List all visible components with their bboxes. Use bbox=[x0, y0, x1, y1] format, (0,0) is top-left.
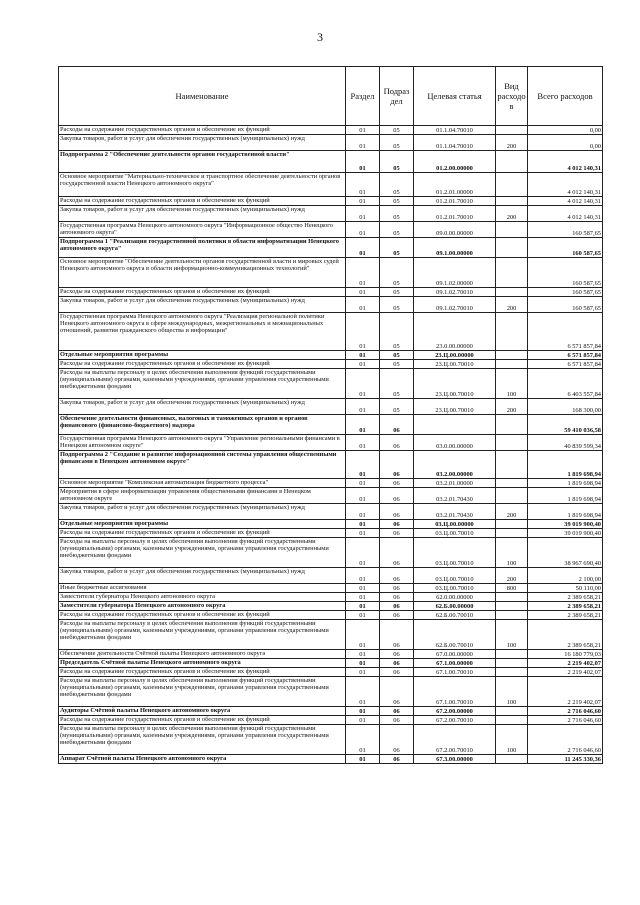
table-row bbox=[59, 538, 603, 568]
table-row bbox=[59, 238, 603, 258]
cell-razdel: 01 bbox=[346, 584, 380, 593]
table-row bbox=[59, 529, 603, 538]
cell-celevaya: 23.Ц.00.70010 bbox=[414, 399, 496, 415]
cell-podrazdel: 06 bbox=[380, 620, 414, 650]
cell-vsego: 4 012 140,31 bbox=[528, 151, 603, 173]
cell-celevaya: 03.2.00.00000 bbox=[414, 451, 496, 479]
cell-podrazdel: 06 bbox=[380, 593, 414, 602]
cell-name: Государственная программа Ненецкого автономного округа "Информационное общество Ненецкого автономного округа" bbox=[59, 222, 346, 238]
cell-podrazdel: 05 bbox=[380, 360, 414, 369]
table-row bbox=[59, 258, 603, 288]
cell-podrazdel: 06 bbox=[380, 677, 414, 707]
cell-vid bbox=[496, 602, 528, 611]
cell-razdel: 01 bbox=[346, 479, 380, 488]
cell-vsego: 1 819 698,94 bbox=[528, 504, 603, 520]
cell-vsego: 2 389 658,21 bbox=[528, 593, 603, 602]
cell-razdel: 01 bbox=[346, 716, 380, 725]
cell-vid bbox=[496, 313, 528, 351]
cell-vsego: 4 012 140,31 bbox=[528, 173, 603, 197]
cell-vid bbox=[496, 659, 528, 668]
cell-vsego: 2 219 402,07 bbox=[528, 659, 603, 668]
table-row bbox=[59, 620, 603, 650]
cell-vsego: 4 012 140,31 bbox=[528, 206, 603, 222]
table-row bbox=[59, 568, 603, 584]
cell-celevaya: 03.2.01.70430 bbox=[414, 488, 496, 504]
cell-podrazdel: 06 bbox=[380, 716, 414, 725]
cell-vsego: 50 110,00 bbox=[528, 584, 603, 593]
cell-name: Расходы на содержание государственных органов и обеспечение их функций bbox=[59, 716, 346, 725]
cell-podrazdel: 06 bbox=[380, 725, 414, 755]
cell-vsego: 6 571 857,84 bbox=[528, 351, 603, 360]
cell-name: Расходы на содержание государственных органов и обеспечение их функций bbox=[59, 126, 346, 135]
cell-vid bbox=[496, 529, 528, 538]
cell-vid bbox=[496, 611, 528, 620]
cell-celevaya: 23.Ц.00.00000 bbox=[414, 351, 496, 360]
header-name: Наименование bbox=[59, 67, 346, 126]
cell-vsego: 2 389 658,21 bbox=[528, 602, 603, 611]
table-row bbox=[59, 126, 603, 135]
cell-name: Закупка товаров, работ и услуг для обеспечения государственных (муниципальных) нужд bbox=[59, 568, 346, 584]
cell-name: Расходы на выплаты персоналу в целях обеспечения выполнения функций государственными (муниципальными) органами, казенными учреждениями, органами управления государственными внебюджетными фондами bbox=[59, 620, 346, 650]
cell-name: Подпрограмма 1 "Реализация государственной политики в области информатизации Ненецкого автономного округа" bbox=[59, 238, 346, 258]
cell-podrazdel: 05 bbox=[380, 258, 414, 288]
cell-podrazdel: 06 bbox=[380, 520, 414, 529]
cell-razdel: 01 bbox=[346, 151, 380, 173]
cell-podrazdel: 05 bbox=[380, 173, 414, 197]
cell-podrazdel: 05 bbox=[380, 135, 414, 151]
table-row bbox=[59, 288, 603, 297]
cell-name: Иные бюджетные ассигнования bbox=[59, 584, 346, 593]
cell-podrazdel: 05 bbox=[380, 151, 414, 173]
cell-razdel: 01 bbox=[346, 725, 380, 755]
cell-celevaya: 03.Ц.00.70010 bbox=[414, 568, 496, 584]
cell-podrazdel: 06 bbox=[380, 451, 414, 479]
cell-vsego: 2 389 658,21 bbox=[528, 611, 603, 620]
table-row bbox=[59, 725, 603, 755]
cell-celevaya: 62.0.00.00000 bbox=[414, 593, 496, 602]
cell-celevaya: 67.0.00.00000 bbox=[414, 650, 496, 659]
cell-vid: 200 bbox=[496, 399, 528, 415]
cell-podrazdel: 06 bbox=[380, 659, 414, 668]
table-row bbox=[59, 399, 603, 415]
cell-vid bbox=[496, 451, 528, 479]
table-body bbox=[59, 126, 603, 764]
cell-celevaya: 03.Ц.00.70010 bbox=[414, 538, 496, 568]
cell-celevaya: 62.Б.00.70010 bbox=[414, 611, 496, 620]
header-razdel: Раздел bbox=[346, 67, 380, 126]
cell-vsego: 2 219 402,07 bbox=[528, 677, 603, 707]
cell-vsego: 160 587,65 bbox=[528, 238, 603, 258]
cell-celevaya: 23.Ц.00.70010 bbox=[414, 360, 496, 369]
cell-podrazdel: 06 bbox=[380, 668, 414, 677]
cell-vid bbox=[496, 173, 528, 197]
cell-name: Аппарат Счётной палаты Ненецкого автономного округа bbox=[59, 755, 346, 764]
cell-vsego: 40 839 599,34 bbox=[528, 435, 603, 451]
cell-podrazdel: 05 bbox=[380, 126, 414, 135]
cell-name: Председатель Счётной палаты Ненецкого автономного округа bbox=[59, 659, 346, 668]
table-row bbox=[59, 716, 603, 725]
table-row bbox=[59, 369, 603, 399]
cell-celevaya: 67.2.00.70010 bbox=[414, 725, 496, 755]
header-vsego: Всего расходов bbox=[528, 67, 603, 126]
cell-name: Аудиторы Счётной палаты Ненецкого автономного округа bbox=[59, 707, 346, 716]
cell-razdel: 01 bbox=[346, 568, 380, 584]
cell-razdel: 01 bbox=[346, 707, 380, 716]
cell-vid bbox=[496, 668, 528, 677]
cell-celevaya: 01.2.01.00000 bbox=[414, 173, 496, 197]
cell-podrazdel: 06 bbox=[380, 650, 414, 659]
cell-vsego: 39 019 900,40 bbox=[528, 529, 603, 538]
cell-vid bbox=[496, 488, 528, 504]
cell-vsego: 2 716 046,60 bbox=[528, 707, 603, 716]
cell-podrazdel: 05 bbox=[380, 369, 414, 399]
cell-podrazdel: 06 bbox=[380, 611, 414, 620]
cell-vsego: 6 571 857,84 bbox=[528, 360, 603, 369]
cell-name: Расходы на содержание государственных органов и обеспечение их функций bbox=[59, 197, 346, 206]
page-number: 3 bbox=[317, 30, 323, 44]
cell-podrazdel: 05 bbox=[380, 288, 414, 297]
table-row bbox=[59, 222, 603, 238]
cell-razdel: 01 bbox=[346, 520, 380, 529]
cell-name: Закупка товаров, работ и услуг для обеспечения государственных (муниципальных) нужд bbox=[59, 297, 346, 313]
cell-razdel: 01 bbox=[346, 173, 380, 197]
cell-razdel: 01 bbox=[346, 415, 380, 435]
cell-vid bbox=[496, 593, 528, 602]
cell-vsego: 2 219 402,07 bbox=[528, 668, 603, 677]
cell-vid: 100 bbox=[496, 538, 528, 568]
table-row bbox=[59, 360, 603, 369]
cell-celevaya bbox=[414, 415, 496, 435]
cell-name: Расходы на содержание государственных органов и обеспечение их функций bbox=[59, 360, 346, 369]
cell-name: Отдельные мероприятия программы bbox=[59, 520, 346, 529]
cell-podrazdel: 05 bbox=[380, 313, 414, 351]
cell-celevaya: 03.Ц.00.70010 bbox=[414, 529, 496, 538]
cell-vid bbox=[496, 360, 528, 369]
cell-vid: 200 bbox=[496, 135, 528, 151]
cell-razdel: 01 bbox=[346, 399, 380, 415]
cell-vsego: 2 716 046,60 bbox=[528, 725, 603, 755]
cell-razdel: 01 bbox=[346, 538, 380, 568]
cell-razdel: 01 bbox=[346, 504, 380, 520]
cell-name: Основное мероприятие "Материально-техническое и транспортное обеспечение деятельности органов государственной власти Ненецкого автономного округа" bbox=[59, 173, 346, 197]
cell-name: Государственная программа Ненецкого автономного округа "Управление региональными финансами в Ненецком автономном округе" bbox=[59, 435, 346, 451]
cell-vsego: 4 012 140,31 bbox=[528, 197, 603, 206]
cell-podrazdel: 05 bbox=[380, 297, 414, 313]
cell-razdel: 01 bbox=[346, 620, 380, 650]
cell-vid: 100 bbox=[496, 677, 528, 707]
cell-podrazdel: 06 bbox=[380, 435, 414, 451]
cell-celevaya: 09.1.02.70010 bbox=[414, 297, 496, 313]
cell-name: Расходы на выплаты персоналу в целях обеспечения выполнения функций государственными (муниципальными) органами, казенными учреждениями, органами управления государственными внебюджетными фондами bbox=[59, 677, 346, 707]
cell-vsego: 39 019 900,40 bbox=[528, 520, 603, 529]
cell-razdel: 01 bbox=[346, 668, 380, 677]
header-podrazdel: Подраз дел bbox=[380, 67, 414, 126]
table-row bbox=[59, 650, 603, 659]
cell-celevaya: 01.1.04.70010 bbox=[414, 135, 496, 151]
cell-podrazdel: 06 bbox=[380, 504, 414, 520]
cell-razdel: 01 bbox=[346, 593, 380, 602]
table-row bbox=[59, 415, 603, 435]
cell-vsego: 16 180 779,03 bbox=[528, 650, 603, 659]
cell-podrazdel: 05 bbox=[380, 206, 414, 222]
cell-podrazdel: 05 bbox=[380, 238, 414, 258]
table-row bbox=[59, 520, 603, 529]
table-row bbox=[59, 611, 603, 620]
table-row bbox=[59, 755, 603, 764]
cell-name: Расходы на содержание государственных органов и обеспечение их функций bbox=[59, 288, 346, 297]
cell-podrazdel: 05 bbox=[380, 351, 414, 360]
cell-celevaya: 03.2.01.70430 bbox=[414, 504, 496, 520]
table-row bbox=[59, 479, 603, 488]
header-vid: Вид расходо в bbox=[496, 67, 528, 126]
cell-podrazdel: 06 bbox=[380, 529, 414, 538]
cell-vid bbox=[496, 716, 528, 725]
cell-celevaya: 09.0.00.00000 bbox=[414, 222, 496, 238]
cell-name: Расходы на выплаты персоналу в целях обеспечения выполнения функций государственными (муниципальными) органами, казенными учреждениями, органами управления государственными внебюджетными фондами bbox=[59, 369, 346, 399]
table-row bbox=[59, 435, 603, 451]
cell-vid bbox=[496, 415, 528, 435]
cell-razdel: 01 bbox=[346, 611, 380, 620]
table-row bbox=[59, 504, 603, 520]
table-row bbox=[59, 135, 603, 151]
cell-name: Заместители губернатора Ненецкого автономного округа bbox=[59, 593, 346, 602]
budget-table bbox=[58, 66, 603, 764]
cell-vsego: 2 716 046,60 bbox=[528, 716, 603, 725]
cell-vsego: 1 819 698,94 bbox=[528, 451, 603, 479]
table-row bbox=[59, 206, 603, 222]
cell-razdel: 01 bbox=[346, 755, 380, 764]
cell-vsego: 38 967 690,40 bbox=[528, 538, 603, 568]
cell-name: Закупка товаров, работ и услуг для обеспечения государственных (муниципальных) нужд bbox=[59, 504, 346, 520]
table-row bbox=[59, 197, 603, 206]
cell-celevaya: 62.Б.00.70010 bbox=[414, 620, 496, 650]
cell-vid: 800 bbox=[496, 584, 528, 593]
table-row bbox=[59, 297, 603, 313]
cell-vid bbox=[496, 520, 528, 529]
cell-razdel: 01 bbox=[346, 206, 380, 222]
cell-name: Обеспечение деятельности финансовых, налоговых и таможенных органов и органов финансового (финансово-бюджетного) надзора bbox=[59, 415, 346, 435]
cell-razdel: 01 bbox=[346, 369, 380, 399]
cell-vsego: 1 819 698,94 bbox=[528, 488, 603, 504]
cell-razdel: 01 bbox=[346, 659, 380, 668]
cell-name: Расходы на содержание государственных органов и обеспечение их функций bbox=[59, 529, 346, 538]
cell-razdel: 01 bbox=[346, 238, 380, 258]
cell-vid: 100 bbox=[496, 369, 528, 399]
cell-vsego: 59 410 036,58 bbox=[528, 415, 603, 435]
cell-celevaya: 62.Б.00.00000 bbox=[414, 602, 496, 611]
cell-podrazdel: 06 bbox=[380, 755, 414, 764]
table-row bbox=[59, 151, 603, 173]
cell-razdel: 01 bbox=[346, 351, 380, 360]
cell-vid: 200 bbox=[496, 206, 528, 222]
cell-celevaya: 09.1.00.00000 bbox=[414, 238, 496, 258]
cell-razdel: 01 bbox=[346, 135, 380, 151]
cell-celevaya: 09.1.02.00000 bbox=[414, 258, 496, 288]
cell-vsego: 168 300,00 bbox=[528, 399, 603, 415]
cell-vid bbox=[496, 755, 528, 764]
cell-celevaya: 01.2.01.70010 bbox=[414, 197, 496, 206]
cell-razdel: 01 bbox=[346, 258, 380, 288]
cell-name: Расходы на содержание государственных органов и обеспечение их функций bbox=[59, 611, 346, 620]
cell-name: Государственная программа Ненецкого автономного округа "Реализация региональной политики Ненецкого автономного округа в сфере международных, межрегиональных и межнациональных отношений, развития гражданского общества и информации" bbox=[59, 313, 346, 351]
cell-vid bbox=[496, 707, 528, 716]
cell-vsego: 160 587,65 bbox=[528, 222, 603, 238]
cell-celevaya: 67.2.00.00000 bbox=[414, 707, 496, 716]
cell-vid bbox=[496, 126, 528, 135]
cell-vsego: 0,00 bbox=[528, 135, 603, 151]
cell-celevaya: 03.Ц.00.00000 bbox=[414, 520, 496, 529]
cell-vid bbox=[496, 258, 528, 288]
cell-celevaya: 67.1.00.70010 bbox=[414, 668, 496, 677]
cell-vsego: 2 389 658,21 bbox=[528, 620, 603, 650]
cell-vid: 100 bbox=[496, 725, 528, 755]
cell-podrazdel: 06 bbox=[380, 568, 414, 584]
header-celevaya: Целевая статья bbox=[414, 67, 496, 126]
cell-celevaya: 67.1.00.70010 bbox=[414, 677, 496, 707]
cell-name: Закупка товаров, работ и услуг для обеспечения государственных (муниципальных) нужд bbox=[59, 399, 346, 415]
cell-celevaya: 01.1.04.70010 bbox=[414, 126, 496, 135]
cell-name: Расходы на выплаты персоналу в целях обеспечения выполнения функций государственными (муниципальными) органами, казенными учреждениями, органами управления государственными внебюджетными фондами bbox=[59, 725, 346, 755]
budget-table-container bbox=[58, 66, 602, 764]
cell-celevaya: 01.2.01.70010 bbox=[414, 206, 496, 222]
cell-vid bbox=[496, 197, 528, 206]
cell-name: Основное мероприятие "Обеспечение деятельности органов государственной власти и мировых судей Ненецкого автономного округа в области информационно-коммуникационных технологий" bbox=[59, 258, 346, 288]
cell-razdel: 01 bbox=[346, 360, 380, 369]
cell-vid bbox=[496, 479, 528, 488]
cell-name: Закупка товаров, работ и услуг для обеспечения государственных (муниципальных) нужд bbox=[59, 206, 346, 222]
cell-vid: 200 bbox=[496, 297, 528, 313]
cell-podrazdel: 05 bbox=[380, 197, 414, 206]
table-row bbox=[59, 707, 603, 716]
cell-vid bbox=[496, 435, 528, 451]
cell-vsego: 11 245 330,36 bbox=[528, 755, 603, 764]
cell-celevaya: 09.1.02.70010 bbox=[414, 288, 496, 297]
cell-celevaya: 67.3.00.00000 bbox=[414, 755, 496, 764]
cell-name: Заместители губернатора Ненецкого автономного округа bbox=[59, 602, 346, 611]
cell-celevaya: 03.0.00.00000 bbox=[414, 435, 496, 451]
cell-name: Основное мероприятие "Комплексная автоматизация бюджетного процесса" bbox=[59, 479, 346, 488]
cell-podrazdel: 06 bbox=[380, 584, 414, 593]
cell-celevaya: 03.2.01.00000 bbox=[414, 479, 496, 488]
cell-vid: 100 bbox=[496, 620, 528, 650]
cell-podrazdel: 06 bbox=[380, 479, 414, 488]
table-row bbox=[59, 351, 603, 360]
cell-vsego: 0,00 bbox=[528, 126, 603, 135]
cell-name: Мероприятия в сфере информатизации управления общественными финансами в Ненецком автономном округе bbox=[59, 488, 346, 504]
cell-name: Расходы на содержание государственных органов и обеспечение их функций bbox=[59, 668, 346, 677]
cell-podrazdel: 06 bbox=[380, 602, 414, 611]
cell-razdel: 01 bbox=[346, 126, 380, 135]
cell-celevaya: 23.Ц.00.70010 bbox=[414, 369, 496, 399]
cell-razdel: 01 bbox=[346, 650, 380, 659]
cell-razdel: 01 bbox=[346, 313, 380, 351]
cell-vsego: 160 587,65 bbox=[528, 258, 603, 288]
cell-razdel: 01 bbox=[346, 197, 380, 206]
cell-vsego: 160 587,65 bbox=[528, 288, 603, 297]
cell-razdel: 01 bbox=[346, 222, 380, 238]
cell-vid: 200 bbox=[496, 504, 528, 520]
cell-vsego: 6 403 557,84 bbox=[528, 369, 603, 399]
cell-podrazdel: 06 bbox=[380, 488, 414, 504]
cell-razdel: 01 bbox=[346, 677, 380, 707]
cell-vid bbox=[496, 151, 528, 173]
table-row bbox=[59, 313, 603, 351]
cell-razdel: 01 bbox=[346, 529, 380, 538]
cell-name: Расходы на выплаты персоналу в целях обеспечения выполнения функций государственными (муниципальными) органами, казенными учреждениями, органами управления государственными внебюджетными фондами bbox=[59, 538, 346, 568]
cell-name: Подпрограмма 2 "Обеспечение деятельности органов государственной власти" bbox=[59, 151, 346, 173]
cell-name: Подпрограмма 2 "Создание и развитие информационной системы управления общественными финансами в Ненецком автономном округе" bbox=[59, 451, 346, 479]
table-row bbox=[59, 659, 603, 668]
cell-vsego: 160 587,65 bbox=[528, 297, 603, 313]
cell-razdel: 01 bbox=[346, 435, 380, 451]
cell-razdel: 01 bbox=[346, 602, 380, 611]
table-header-row bbox=[59, 67, 603, 126]
cell-podrazdel: 06 bbox=[380, 415, 414, 435]
cell-vid bbox=[496, 222, 528, 238]
cell-vsego: 2 100,00 bbox=[528, 568, 603, 584]
cell-name: Обеспечение деятельности Счётной палаты Ненецкого автономного округа bbox=[59, 650, 346, 659]
cell-celevaya: 01.2.00.00000 bbox=[414, 151, 496, 173]
cell-razdel: 01 bbox=[346, 451, 380, 479]
table-row bbox=[59, 602, 603, 611]
cell-vsego: 1 819 698,94 bbox=[528, 479, 603, 488]
cell-celevaya: 23.0.00.00000 bbox=[414, 313, 496, 351]
cell-podrazdel: 06 bbox=[380, 707, 414, 716]
cell-vsego: 6 571 857,84 bbox=[528, 313, 603, 351]
cell-celevaya: 67.2.00.70010 bbox=[414, 716, 496, 725]
table-row bbox=[59, 677, 603, 707]
cell-podrazdel: 06 bbox=[380, 538, 414, 568]
cell-celevaya: 03.Ц.00.70010 bbox=[414, 584, 496, 593]
cell-vid: 200 bbox=[496, 568, 528, 584]
table-row bbox=[59, 668, 603, 677]
cell-celevaya: 67.1.00.00000 bbox=[414, 659, 496, 668]
cell-vid bbox=[496, 238, 528, 258]
table-row bbox=[59, 173, 603, 197]
cell-name: Закупка товаров, работ и услуг для обеспечения государственных (муниципальных) нужд bbox=[59, 135, 346, 151]
cell-vid bbox=[496, 650, 528, 659]
cell-podrazdel: 05 bbox=[380, 222, 414, 238]
table-row bbox=[59, 451, 603, 479]
cell-razdel: 01 bbox=[346, 288, 380, 297]
cell-razdel: 01 bbox=[346, 488, 380, 504]
cell-vid bbox=[496, 351, 528, 360]
table-row bbox=[59, 593, 603, 602]
table-row bbox=[59, 584, 603, 593]
cell-razdel: 01 bbox=[346, 297, 380, 313]
cell-vid bbox=[496, 288, 528, 297]
table-row bbox=[59, 488, 603, 504]
cell-name: Отдельные мероприятия программы bbox=[59, 351, 346, 360]
cell-podrazdel: 05 bbox=[380, 399, 414, 415]
